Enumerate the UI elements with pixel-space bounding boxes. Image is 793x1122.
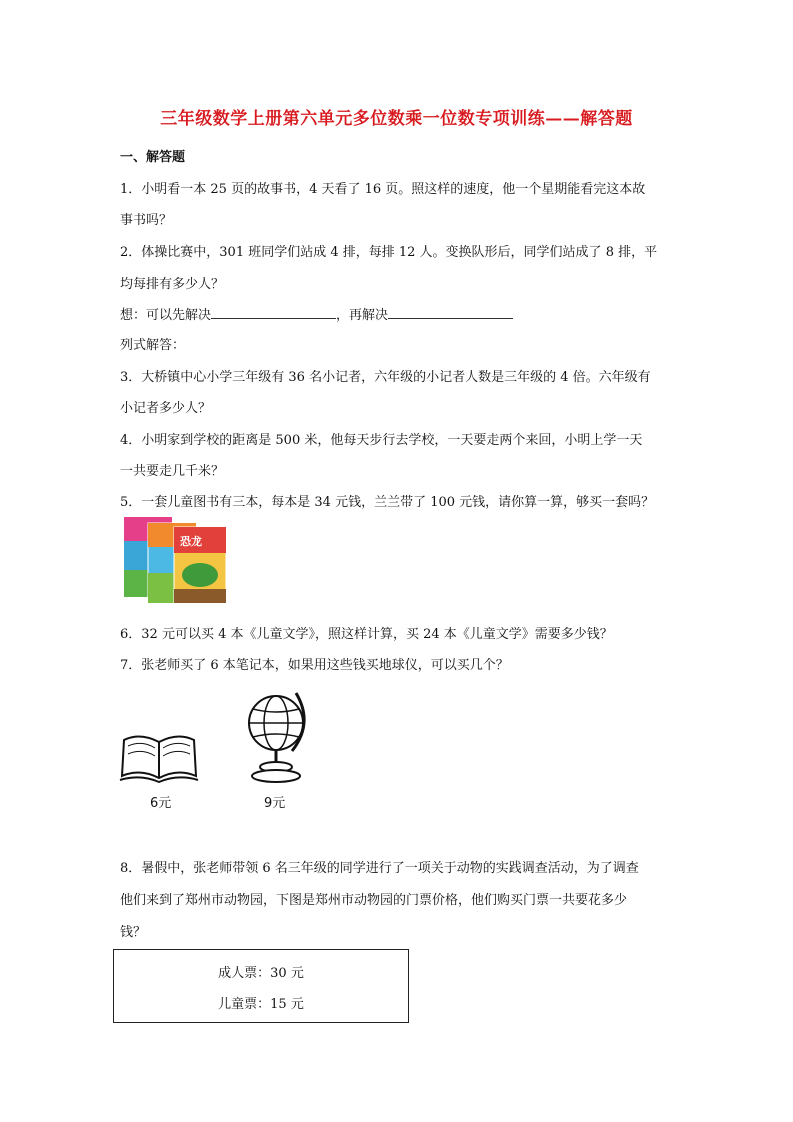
globe-icon: [240, 685, 312, 785]
page-title: 三年级数学上册第六单元多位数乘一位数专项训练——解答题: [160, 109, 633, 129]
open-book-icon: [118, 730, 200, 786]
svg-text:恐龙: 恐龙: [180, 535, 202, 548]
q8-line3: 钱？: [120, 925, 147, 940]
q8-line2: 他们来到了郑州市动物园，下图是郑州市动物园的门票价格，他们购买门票一共要花多少: [120, 893, 628, 908]
section-heading: 一、解答题: [120, 150, 186, 165]
q2-line1: 2．体操比赛中，301 班同学们站成 4 排，每排 12 人。变换队形后，同学们站成了 8 排，平: [120, 245, 658, 260]
adult-ticket-price: 成人票：30 元: [218, 966, 304, 981]
q1-line2: 事书吗？: [120, 213, 173, 228]
ticket-price-box: [113, 949, 409, 1023]
q2-think-middle: ，再解决: [336, 308, 389, 323]
answer-blank-2[interactable]: [388, 306, 513, 319]
q8-line1: 8．暑假中，张老师带领 6 名三年级的同学进行了一项关于动物的实践调查活动，为了调查: [120, 861, 639, 876]
q4-line1: 4．小明家到学校的距离是 500 米，他每天步行去学校，一天要走两个来回，小明上学一天: [120, 433, 643, 448]
q2-think: [120, 304, 513, 323]
q7-line1: 7．张老师买了 6 本笔记本，如果用这些钱买地球仪，可以买几个？: [120, 658, 509, 673]
q6-line1: 6．32 元可以买 4 本《儿童文学》，照这样计算，买 24 本《儿童文学》需要多少钱？: [120, 627, 613, 642]
answer-blank-1[interactable]: [211, 306, 336, 319]
q2-line2: 均每排有多少人？: [120, 277, 225, 292]
q5-line1: 5．一套儿童图书有三本，每本是 34 元钱，兰兰带了 100 元钱，请你算一算，够买一套吗？: [120, 495, 655, 510]
q1-line1: 1．小明看一本 25 页的故事书，4 天看了 16 页。照这样的速度，他一个星期能看完这本故: [120, 182, 646, 197]
globe-price: 9元: [264, 796, 286, 811]
q3-line1: 3．大桥镇中心小学三年级有 36 名小记者，六年级的小记者人数是三年级的 4 倍。六年级有: [120, 370, 651, 385]
q4-line2: 一共要走几千米？: [120, 464, 225, 479]
child-ticket-price: 儿童票：15 元: [218, 997, 304, 1012]
q2-think-prefix: 想：可以先解决: [120, 308, 212, 323]
notebook-price: 6元: [150, 796, 172, 811]
book-set-image: [122, 515, 234, 605]
q2-formula: 列式解答：: [120, 338, 186, 353]
q3-line2: 小记者多少人？: [120, 401, 212, 416]
